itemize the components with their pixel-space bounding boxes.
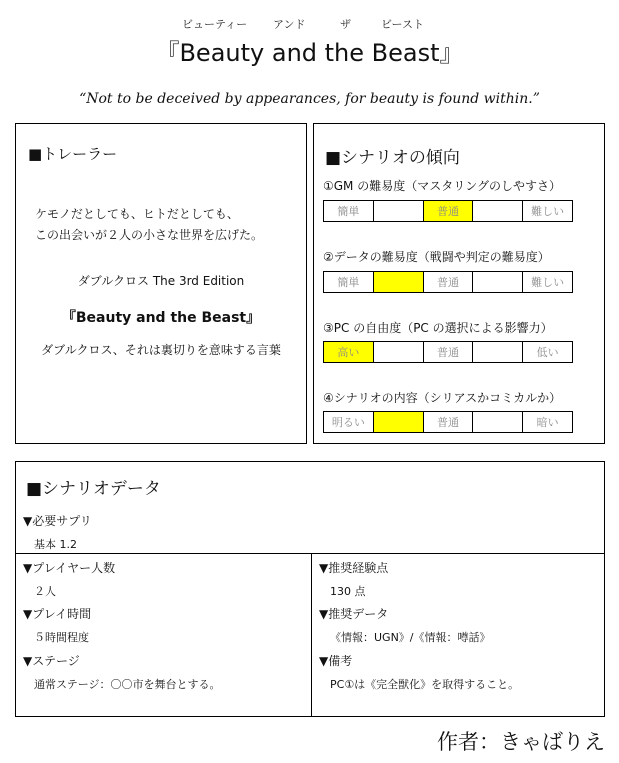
play-time-label: ▼プレイ時間 [23, 607, 92, 621]
required-supplement-label: ▼必要サプリ [23, 514, 92, 528]
ruby-the: ザ [340, 18, 351, 31]
tendency-question-2: ②データの難易度（戦闘や判定の難易度） [323, 250, 550, 264]
player-count-value: ２人 [34, 585, 56, 598]
scale-cell [473, 201, 523, 221]
scale-cell [473, 342, 523, 362]
stage-value: 通常ステージ：〇〇市を舞台とする。 [34, 678, 221, 691]
recommended-exp-value: 130 点 [330, 585, 366, 598]
ruby-beast: ビースト [381, 18, 425, 31]
scale-cell [473, 412, 523, 432]
scale-cell: 高い [324, 342, 374, 362]
recommended-exp-label: ▼推奨経験点 [319, 561, 389, 575]
stage-label: ▼ステージ [23, 654, 80, 668]
scale-cell: 普通 [424, 201, 474, 221]
player-count-label: ▼プレイヤー人数 [23, 561, 116, 575]
notes-value: PC①は《完全獣化》を取得すること。 [330, 678, 520, 691]
notes-label: ▼備考 [319, 654, 353, 668]
scale-cell: 難しい [531, 205, 565, 218]
tendency-scale-4 [323, 411, 573, 433]
tendency-heading: ■シナリオの傾向 [325, 148, 460, 168]
scale-cell: 簡単 [324, 272, 374, 292]
trailer-line-1: ケモノだとしても、ヒトだとしても、 [35, 207, 239, 221]
scale-cell: 普通 [424, 342, 474, 362]
play-time-value: ５時間程度 [34, 631, 89, 644]
scale-cell [374, 201, 424, 221]
required-supplement-value: 基本 1.2 [34, 538, 77, 551]
column-divider [311, 553, 312, 717]
scale-cell [374, 272, 424, 292]
scale-cell: 普通 [424, 412, 474, 432]
recommended-data-value: 《情報：UGN》/《情報：噂話》 [330, 631, 491, 644]
trailer-panel [15, 123, 307, 444]
trailer-scenario-title: 『Beauty and the Beast』 [61, 310, 261, 326]
recommended-data-label: ▼推奨データ [319, 607, 389, 621]
scale-cell: 普通 [424, 272, 474, 292]
divider [16, 553, 604, 554]
scale-cell [374, 412, 424, 432]
trailer-system-name: ダブルクロス The 3rd Edition [77, 274, 245, 288]
scale-cell: 低い [536, 346, 559, 359]
ruby-and: アンド [273, 18, 306, 31]
tendency-scale-1 [323, 200, 573, 222]
tendency-question-1: ①GM の難易度（マスタリングのしやすさ） [323, 179, 561, 193]
scale-cell: 暗い [536, 416, 559, 429]
scale-cell: 明るい [324, 412, 374, 432]
scenario-data-panel [15, 461, 605, 717]
tendency-scale-3 [323, 341, 573, 363]
scale-cell: 簡単 [324, 201, 374, 221]
tendency-question-4: ④シナリオの内容（シリアスかコミカルか） [323, 391, 562, 405]
title-ruby [0, 16, 619, 32]
scenario-data-heading: ■シナリオデータ [26, 479, 161, 499]
trailer-line-2: この出会いが２人の小さな世界を広げた。 [35, 228, 264, 242]
tendency-question-3: ③PC の自由度（PC の選択による影響力） [323, 321, 553, 335]
scale-cell [374, 342, 424, 362]
scale-cell [473, 272, 523, 292]
author-credit: 作者：きゃばりえ [437, 730, 605, 754]
ruby-beauty: ビューティー [182, 18, 248, 31]
tendency-panel [313, 123, 605, 444]
scale-cell: 難しい [531, 276, 565, 289]
page-title: 『Beauty and the Beast』 [155, 39, 464, 67]
tendency-scale-2 [323, 271, 573, 293]
tagline-quote: “Not to be deceived by appearances, for beauty is found within.” [79, 91, 540, 107]
trailer-heading: ■トレーラー [28, 145, 118, 163]
trailer-tagline: ダブルクロス、それは裏切りを意味する言葉 [41, 343, 281, 357]
